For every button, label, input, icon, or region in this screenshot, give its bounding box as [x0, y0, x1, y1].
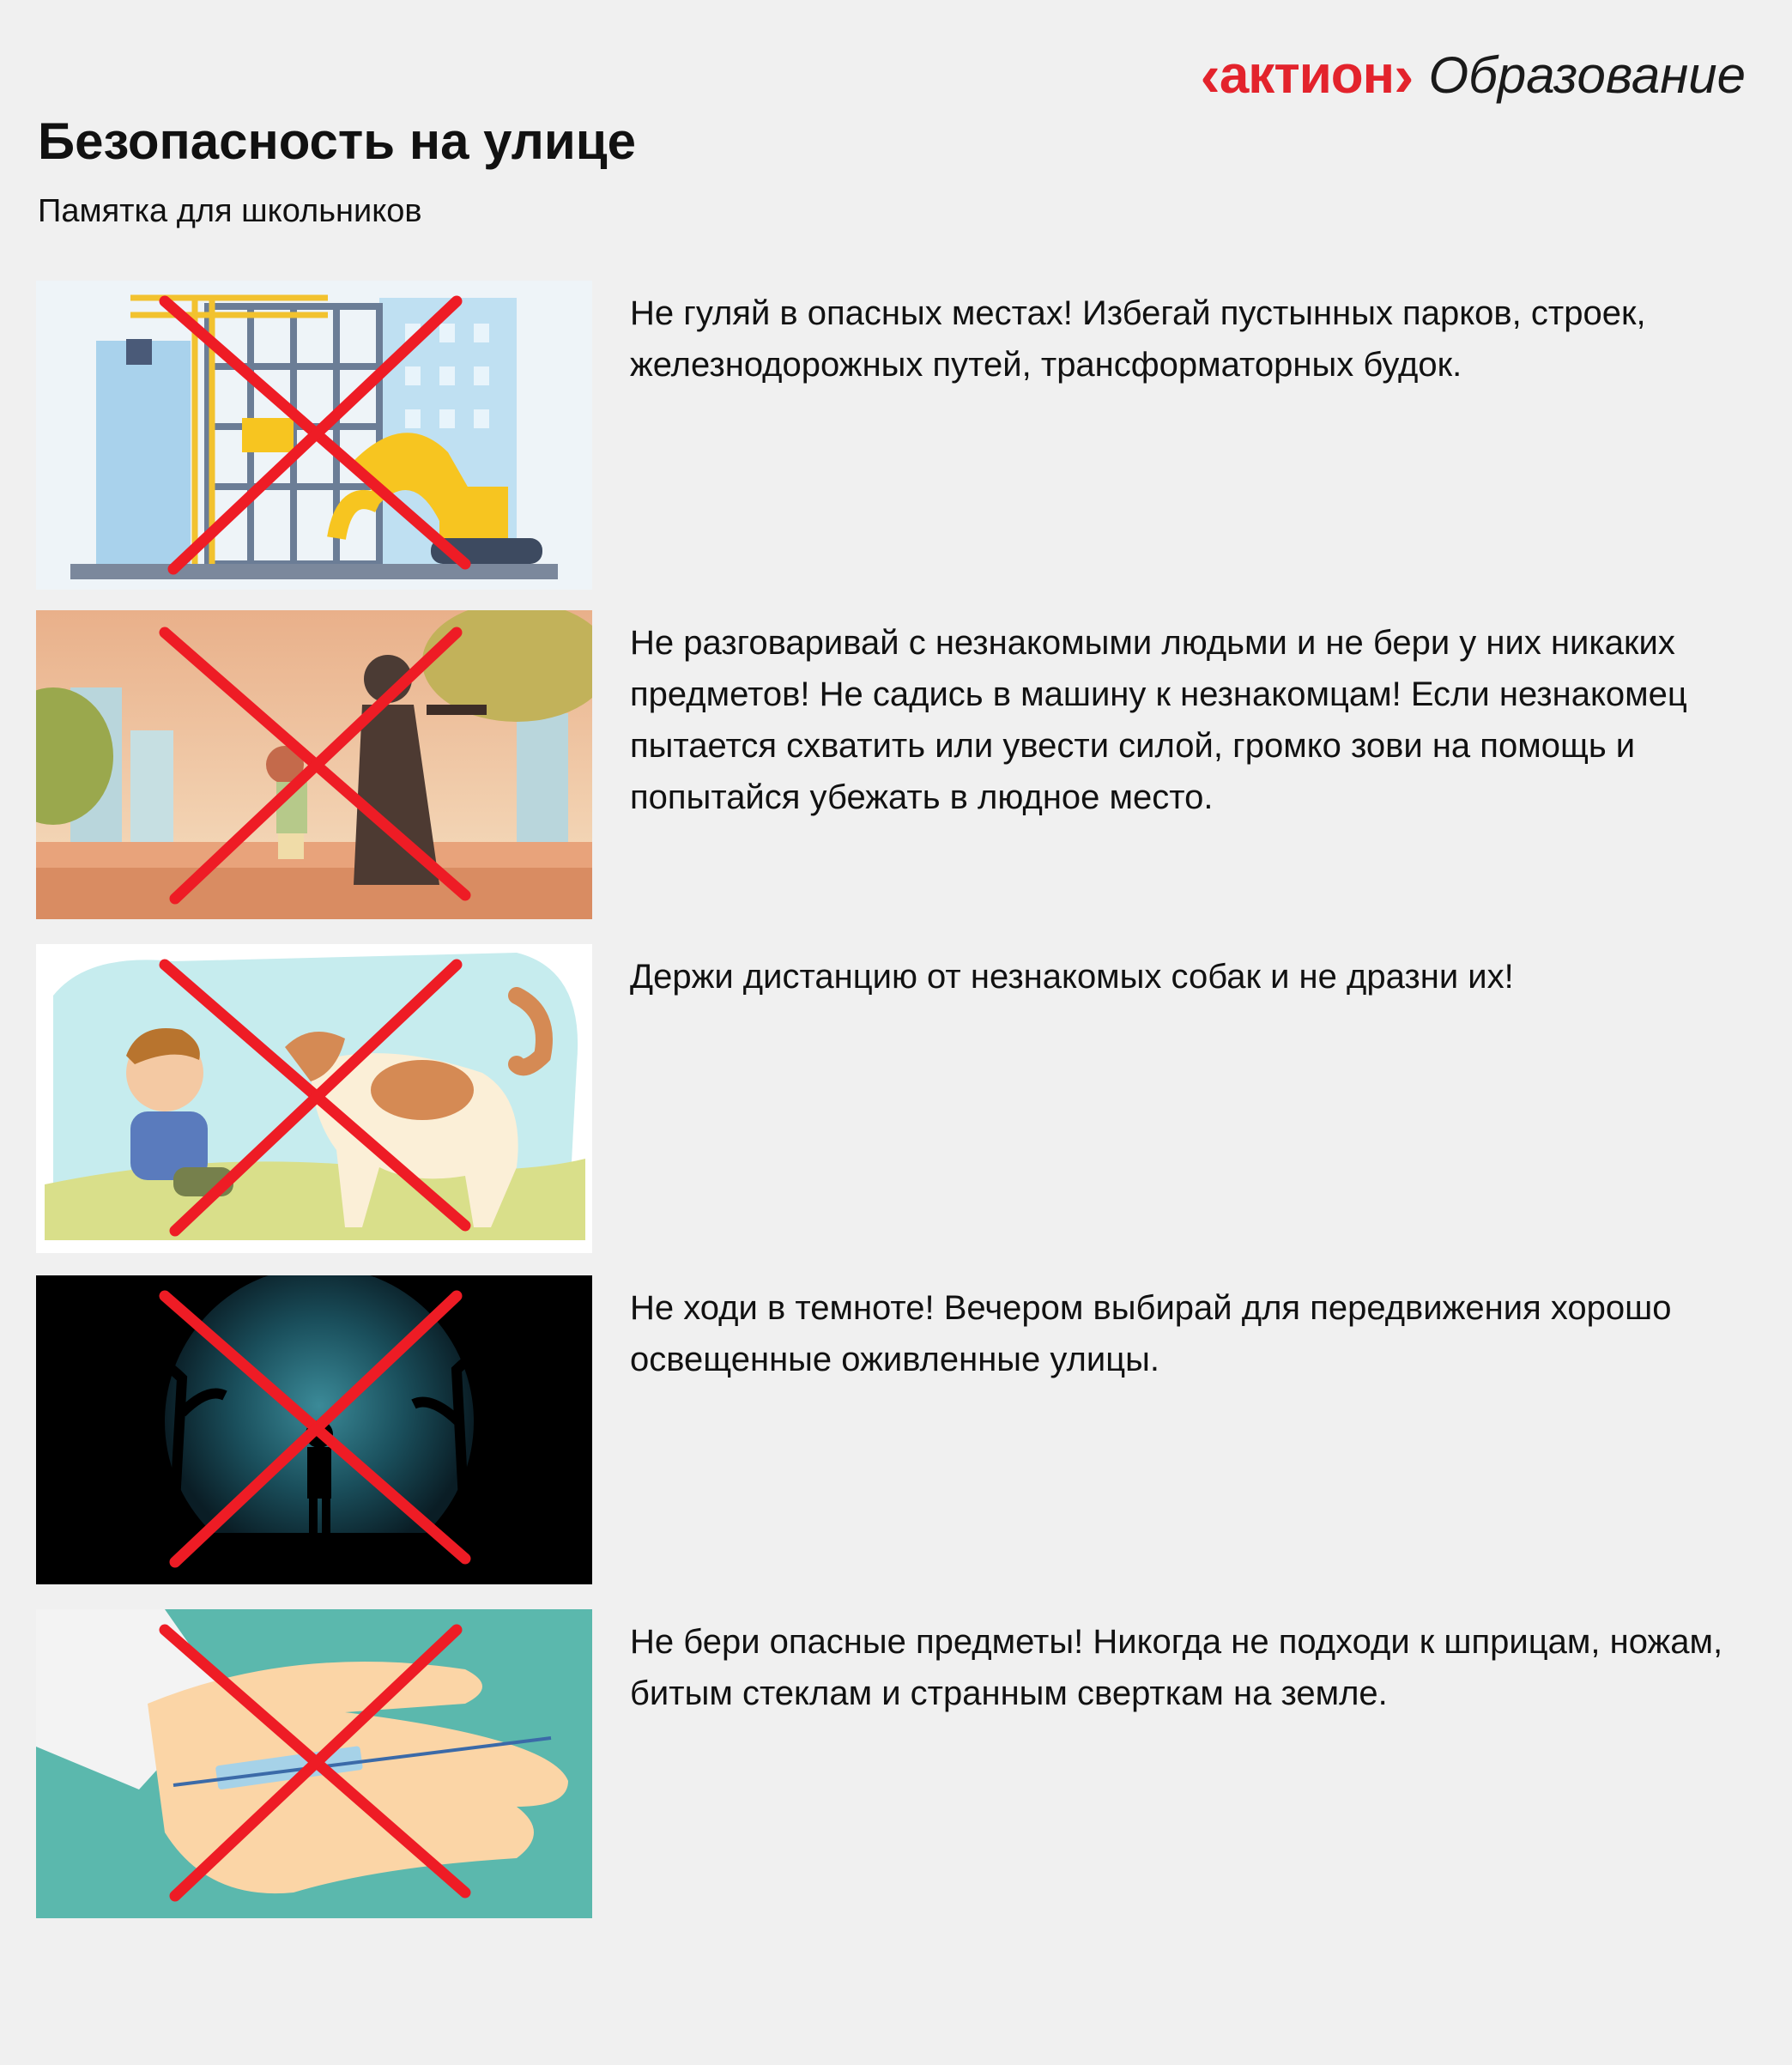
tip-row-1	[36, 281, 1753, 591]
aktion-logo	[1201, 41, 1747, 110]
logo-brand-text: актион	[1219, 45, 1395, 105]
page-subtitle: Памятка для школьников	[38, 193, 422, 229]
tip-row-2	[36, 610, 1753, 921]
tip-text: Не ходи в темноте! Вечером выбирай для передвижения хорошо освещенные оживленные улицы.	[630, 1289, 1672, 1378]
cross-mark-icon	[36, 1609, 592, 1918]
tip-row-5	[36, 1609, 1753, 1920]
darkness-illustration	[36, 1275, 592, 1584]
page-title: Безопасность на улице	[38, 112, 636, 170]
cross-mark-icon	[36, 1275, 592, 1584]
cross-mark-icon	[36, 944, 592, 1253]
tip-text: Не гуляй в опасных местах! Избегай пустынных парков, строек, железнодорожных путей, трансформаторных будок.	[630, 294, 1646, 384]
logo-product: Образование	[1428, 46, 1746, 104]
tip-row-3	[36, 944, 1753, 1255]
stranger-illustration	[36, 610, 592, 919]
tip-row-4	[36, 1275, 1753, 1586]
right-chevron-icon: ›	[1394, 42, 1414, 109]
construction-illustration	[36, 281, 592, 590]
cross-mark-icon	[36, 610, 592, 919]
cross-mark-icon	[36, 281, 592, 590]
syringe-illustration	[36, 1609, 592, 1918]
logo-brand	[1200, 42, 1414, 109]
dog-illustration	[36, 944, 592, 1253]
tip-text: Не разговаривай с незнакомыми людьми и не бери у них никаких предметов! Не садись в машину к незнакомцам! Если незнакомец пытается схватить или увести силой, громко зови на помощь и попытайся убежать в людное место.	[630, 624, 1687, 816]
tip-text: Держи дистанцию от незнакомых собак и не дразни их!	[630, 958, 1514, 996]
left-chevron-icon: ‹	[1200, 42, 1220, 109]
tip-text: Не бери опасные предметы! Никогда не подходи к шприцам, ножам, битым стеклам и странным сверткам на земле.	[630, 1623, 1723, 1712]
